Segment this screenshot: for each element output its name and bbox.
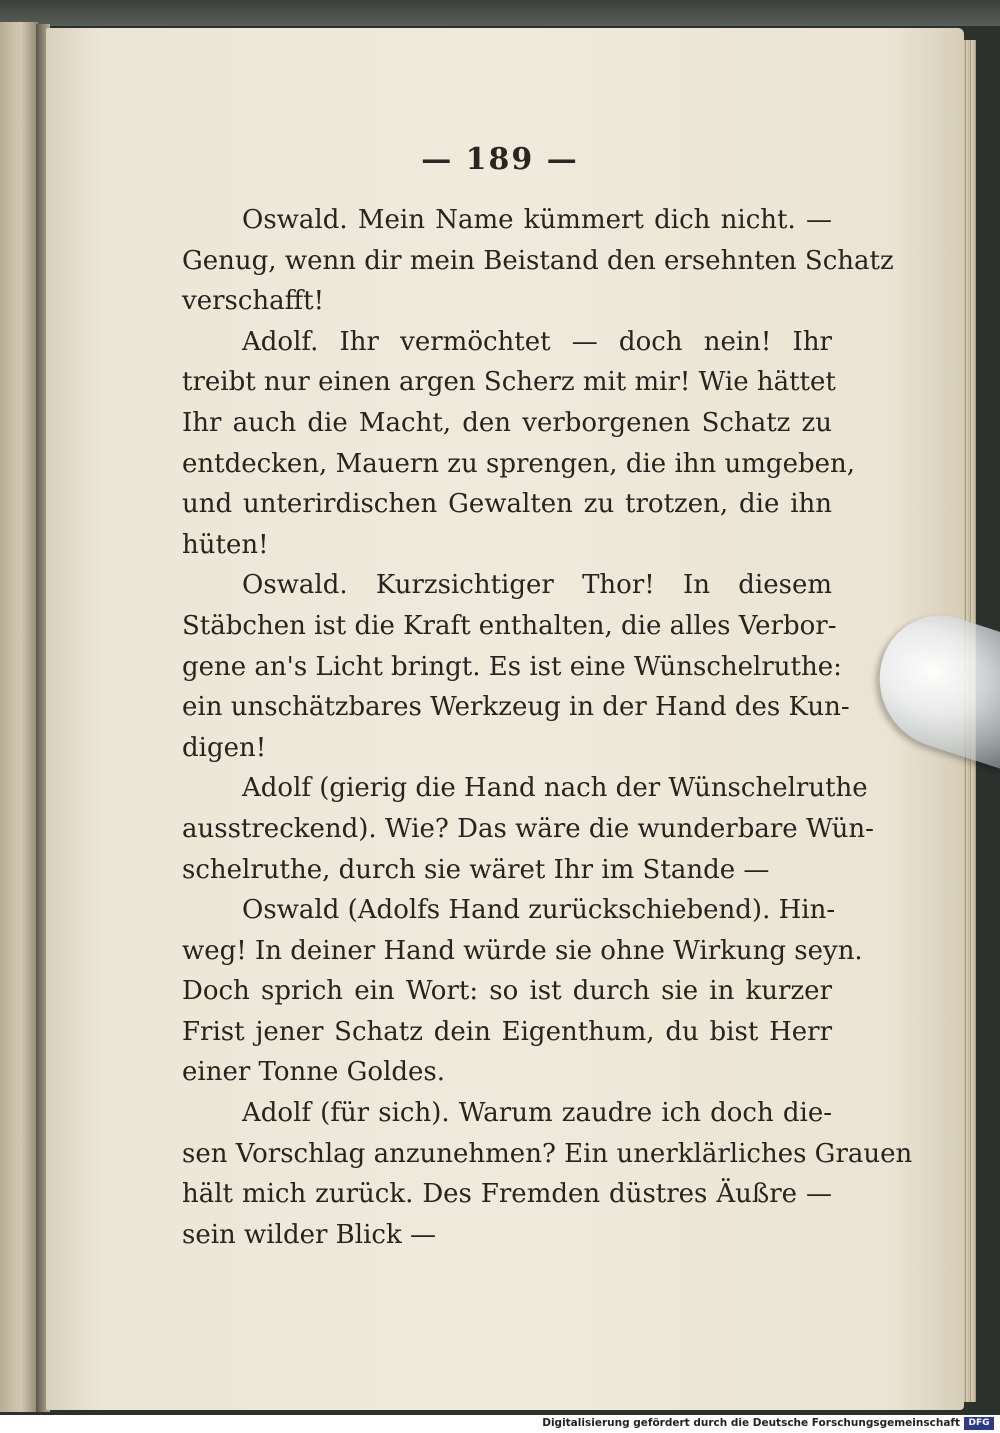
book-cover-edge: [0, 0, 1000, 26]
text-line: treibt nur einen argen Scherz mit mir! Wie hättet: [182, 367, 836, 398]
dfg-logo: DFG: [964, 1417, 994, 1430]
text-line: schelruthe, durch sie wäret Ihr im Stande —: [182, 854, 770, 885]
page-number-header: — 189 —: [421, 142, 579, 177]
text-line: verschafft!: [182, 286, 325, 317]
page-body-text: [182, 200, 913, 1255]
text-line: Stäbchen ist die Kraft enthalten, die alles Verbor-: [182, 610, 837, 641]
text-line: Genug, wenn dir mein Beistand den ersehnten Schatz: [182, 245, 894, 276]
text-line: sen Vorschlag anzunehmen? Ein unerklärliches Grauen: [182, 1138, 913, 1169]
text-line: Ihr auch die Macht, den verborgenen Schatz zu: [182, 407, 832, 438]
text-line: gene an's Licht bringt. Es ist eine Wünschelruthe:: [182, 651, 842, 682]
text-line: Doch sprich ein Wort: so ist durch sie in kurzer: [182, 976, 832, 1007]
text-line: hält mich zurück. Des Fremden düstres Äußre —: [182, 1179, 832, 1210]
text-line: Frist jener Schatz dein Eigenthum, du bist Herr: [182, 1016, 832, 1047]
text-line: entdecken, Mauern zu sprengen, die ihn umgeben,: [182, 448, 855, 479]
text-line: Oswald. Mein Name kümmert dich nicht. —: [242, 205, 832, 235]
text-line: Oswald. Kurzsichtiger Thor! In diesem: [242, 570, 832, 601]
text-line: Adolf (für sich). Warum zaudre ich doch die-: [242, 1098, 832, 1129]
text-line: Adolf (gierig die Hand nach der Wünschelruthe: [242, 773, 868, 804]
text-line: und unterirdischen Gewalten zu trotzen, die ihn: [182, 489, 832, 520]
text-line: Adolf. Ihr vermöchtet — doch nein! Ihr: [242, 326, 832, 357]
dfg-credit-text: Digitalisierung gefördert durch die Deutsche Forschungsgemeinschaft: [542, 1417, 960, 1429]
text-line: Oswald (Adolfs Hand zurückschiebend). Hin-: [242, 895, 836, 926]
text-line: ausstreckend). Wie? Das wäre die wunderbare Wün-: [182, 813, 874, 844]
text-line: ein unschätzbares Werkzeug in der Hand des Kun-: [182, 692, 850, 723]
text-line: einer Tonne Goldes.: [182, 1057, 446, 1088]
text-line: weg! In deiner Hand würde sie ohne Wirkung seyn.: [182, 935, 863, 966]
text-line: hüten!: [182, 529, 269, 560]
left-page-edge: [0, 22, 38, 1412]
text-line: digen!: [182, 732, 267, 763]
text-line: sein wilder Blick —: [182, 1219, 436, 1250]
